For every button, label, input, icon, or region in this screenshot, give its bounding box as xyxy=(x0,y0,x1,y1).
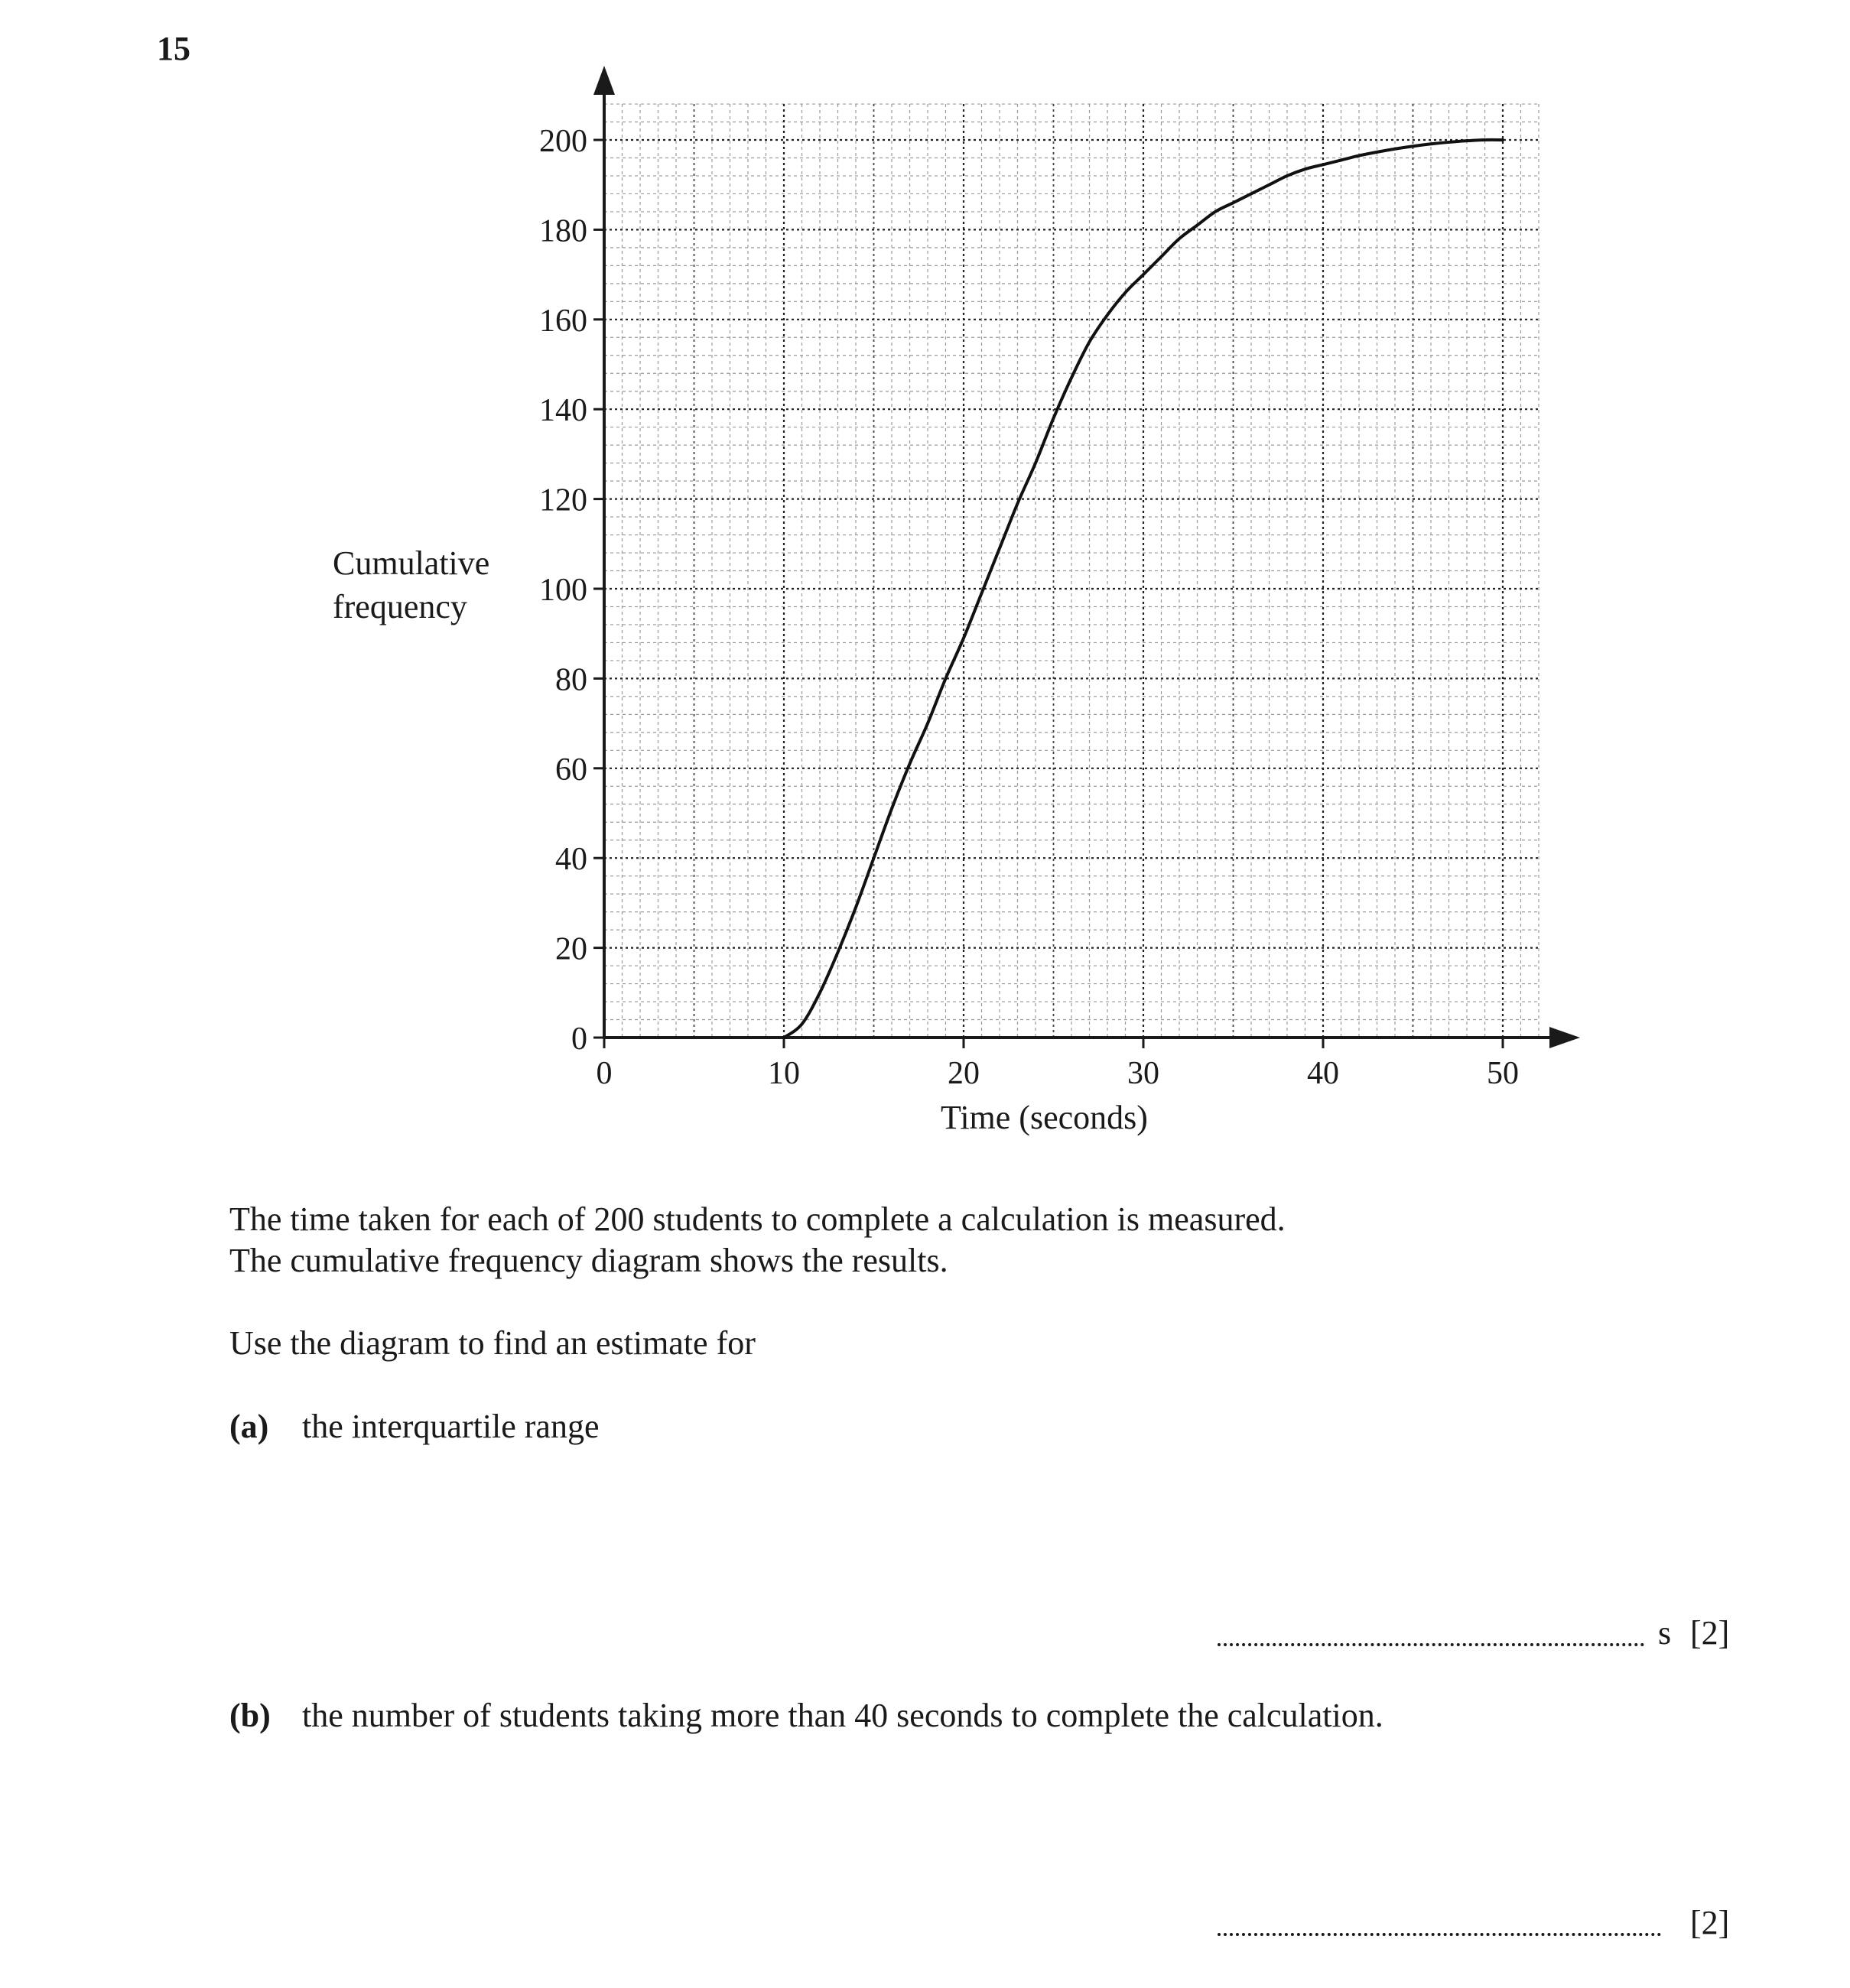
intro-line-2: The cumulative frequency diagram shows the results. xyxy=(229,1242,948,1279)
y-tick-labels xyxy=(539,124,587,1057)
answer-line-a[interactable] xyxy=(1218,1643,1644,1646)
x-tick-label: 40 xyxy=(1307,1056,1339,1091)
y-axis-label xyxy=(333,541,489,629)
y-tick-label: 160 xyxy=(539,303,587,339)
y-tick-label: 180 xyxy=(539,213,587,249)
y-tick-label: 0 xyxy=(571,1022,587,1057)
part-a-unit: s xyxy=(1658,1614,1672,1652)
x-tick-label: 0 xyxy=(596,1056,613,1091)
y-tick-label: 140 xyxy=(539,393,587,429)
part-b-marks: [2] xyxy=(1690,1904,1730,1941)
instruction-text xyxy=(229,1323,756,1364)
answer-line-b[interactable] xyxy=(1218,1933,1661,1936)
x-tick-label: 10 xyxy=(768,1056,800,1091)
question-number: 15 xyxy=(157,30,190,67)
intro-line-1: The time taken for each of 200 students to complete a calculation is measured. xyxy=(229,1200,1286,1238)
axes xyxy=(593,66,1580,1048)
y-tick-label: 200 xyxy=(539,124,587,159)
x-axis-arrow xyxy=(1549,1027,1580,1048)
part-b-text: the number of students taking more than 40 seconds to complete the calculation. xyxy=(302,1697,1383,1734)
part-a-text: the interquartile range xyxy=(302,1408,600,1445)
part-b xyxy=(229,1696,1383,1735)
part-a-marks: [2] xyxy=(1690,1614,1730,1652)
part-b-label: (b) xyxy=(229,1697,271,1734)
y-tick-label: 60 xyxy=(555,752,587,788)
x-tick-label: 20 xyxy=(948,1056,980,1091)
y-tick-label: 80 xyxy=(555,662,587,698)
y-axis-label-line-2: frequency xyxy=(333,588,467,625)
minor-grid xyxy=(604,104,1539,1038)
y-tick-label: 20 xyxy=(555,931,587,967)
x-tick-labels xyxy=(597,1056,1520,1091)
y-tick-label: 100 xyxy=(539,573,587,608)
part-a xyxy=(229,1407,599,1446)
x-axis-label: Time (seconds) xyxy=(941,1099,1148,1136)
instruction-line: Use the diagram to find an estimate for xyxy=(229,1324,756,1362)
x-tick-label: 50 xyxy=(1487,1056,1519,1091)
x-tick-label: 30 xyxy=(1127,1056,1159,1091)
y-tick-label: 120 xyxy=(539,482,587,518)
y-axis-label-line-1: Cumulative xyxy=(333,544,490,582)
question-intro xyxy=(229,1199,1286,1281)
y-axis-arrow xyxy=(593,66,615,95)
y-tick-label: 40 xyxy=(555,842,587,878)
part-a-label: (a) xyxy=(229,1408,269,1445)
